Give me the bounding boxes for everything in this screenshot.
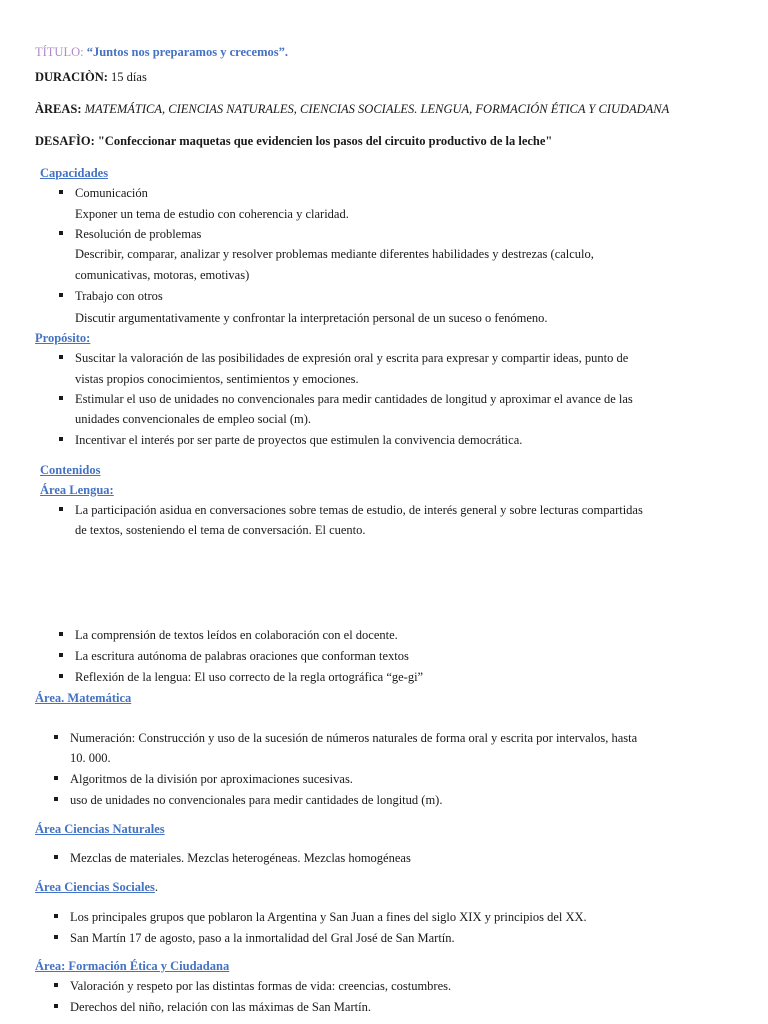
bullet-icon — [54, 797, 58, 801]
sociales-item: San Martín 17 de agosto, paso a la inmortalidad del Gral José de San Martín. — [70, 931, 455, 945]
proposito-item: Incentivar el interés por ser parte de proyectos que estimulen la convivencia democrática. — [75, 433, 523, 447]
capacidad-desc: Describir, comparar, analizar y resolver problemas mediante diferentes habilidades y destrezas (calculo, — [75, 247, 594, 261]
desafio-line — [35, 133, 552, 149]
proposito-item: Estimular el uso de unidades no convencionales para medir cantidades de longitud y aproximar el avance de las — [75, 392, 633, 406]
matematica-item: Algoritmos de la división por aproximaciones sucesivas. — [70, 772, 353, 786]
etica-heading: Área: Formación Ética y Ciudadana — [35, 959, 230, 973]
bullet-icon — [59, 437, 63, 441]
duracion-value: 15 días — [111, 70, 147, 84]
proposito-item-cont: unidades convencionales de empleo social (m). — [75, 412, 312, 426]
bullet-icon — [59, 355, 63, 359]
lengua-item: La escritura autónoma de palabras oraciones que conforman textos — [75, 649, 409, 663]
proposito-item: Suscitar la valoración de las posibilidades de expresión oral y escrita para expresar y compartir ideas, punto de — [75, 351, 629, 365]
etica-item: Derechos del niño, relación con las máximas de San Martín. — [70, 1000, 371, 1014]
lengua-item: La comprensión de textos leídos en colaboración con el docente. — [75, 628, 398, 642]
bullet-icon — [59, 632, 63, 636]
bullet-icon — [59, 396, 63, 400]
bullet-icon — [59, 190, 63, 194]
lengua-heading: Área Lengua: — [40, 483, 114, 497]
lengua-item: Reflexión de la lengua: El uso correcto de la regla ortográfica “ge-gi” — [75, 670, 424, 684]
bullet-icon — [59, 507, 63, 511]
capacidad-title: Comunicación — [75, 186, 148, 200]
titulo-label: TÍTULO: — [35, 45, 84, 59]
bullet-icon — [54, 1004, 58, 1008]
matematica-item: Numeración: Construcción y uso de la sucesión de números naturales de forma oral y escrita por intervalos, hasta — [70, 731, 638, 745]
bullet-icon — [54, 914, 58, 918]
bullet-icon — [54, 776, 58, 780]
sociales-heading-line — [35, 879, 158, 895]
sociales-item: Los principales grupos que poblaron la Argentina y San Juan a fines del siglo XIX y principios del XX. — [70, 910, 587, 924]
areas-line — [35, 101, 669, 117]
duracion-line — [35, 69, 147, 85]
matematica-item: uso de unidades no convencionales para medir cantidades de longitud (m). — [70, 793, 443, 807]
bullet-icon — [54, 855, 58, 859]
sociales-heading-suffix: . — [154, 880, 159, 894]
matematica-heading: Área. Matemática — [35, 691, 132, 705]
bullet-icon — [54, 735, 58, 739]
areas-value: MATEMÁTICA, CIENCIAS NATURALES, CIENCIAS SOCIALES. LENGUA, FORMACIÓN ÉTICA Y CIUDADANA — [84, 102, 670, 116]
areas-label: ÀREAS: — [35, 102, 82, 116]
titulo-value: “Juntos nos preparamos y crecemos”. — [86, 45, 288, 59]
capacidad-desc: Discutir argumentativamente y confrontar la interpretación personal de un suceso o fenómeno. — [75, 311, 548, 325]
naturales-item: Mezclas de materiales. Mezclas heterogéneas. Mezclas homogéneas — [70, 851, 411, 865]
lengua-item-cont: de textos, sosteniendo el tema de conversación. El cuento. — [75, 523, 366, 537]
bullet-icon — [54, 983, 58, 987]
capacidad-title: Resolución de problemas — [75, 227, 202, 241]
etica-item: Valoración y respeto por las distintas formas de vida: creencias, costumbres. — [70, 979, 452, 993]
capacidad-desc: Exponer un tema de estudio con coherencia y claridad. — [75, 207, 349, 221]
titulo-line — [35, 44, 288, 60]
bullet-icon — [59, 293, 63, 297]
desafio-label: DESAFÌO: — [35, 134, 95, 148]
bullet-icon — [54, 935, 58, 939]
sociales-heading: Área Ciencias Sociales — [35, 880, 155, 894]
bullet-icon — [59, 674, 63, 678]
duracion-label: DURACIÒN: — [35, 70, 108, 84]
proposito-heading: Propósito: — [35, 331, 91, 345]
bullet-icon — [59, 231, 63, 235]
proposito-item-cont: vistas propios conocimientos, sentimientos y emociones. — [75, 372, 359, 386]
contenidos-heading: Contenidos — [40, 463, 101, 477]
bullet-icon — [59, 653, 63, 657]
desafio-value: "Confeccionar maquetas que evidencien los pasos del circuito productivo de la leche" — [97, 134, 553, 148]
capacidades-heading: Capacidades — [40, 166, 109, 180]
lengua-item: La participación asidua en conversaciones sobre temas de estudio, de interés general y sobre lecturas compartidas — [75, 503, 643, 517]
matematica-item-cont: 10. 000. — [70, 751, 111, 765]
naturales-heading: Área Ciencias Naturales — [35, 822, 165, 836]
capacidad-desc: comunicativas, motoras, emotivas) — [75, 268, 250, 282]
capacidad-title: Trabajo con otros — [75, 289, 163, 303]
